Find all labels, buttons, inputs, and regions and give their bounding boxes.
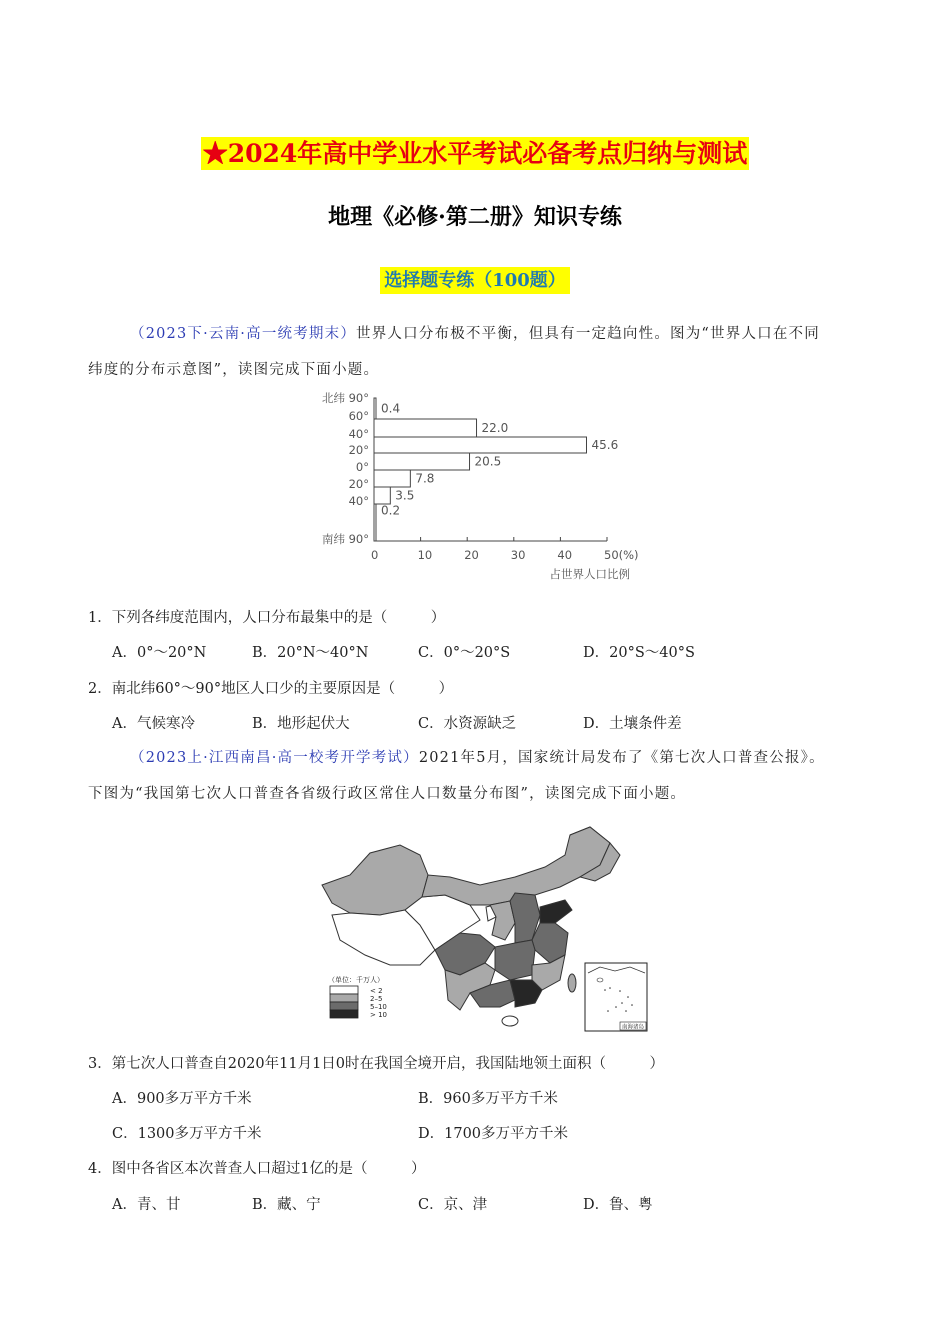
svg-text:60°: 60°: [348, 409, 369, 423]
svg-text:北纬 90°: 北纬 90°: [321, 391, 369, 405]
question-stem: 第七次人口普查自2020年11月1日0时在我国全境开启，我国陆地领土面积（ ）: [111, 1056, 665, 1072]
subtitle: 地理《必修·第二册》知识专练: [328, 204, 622, 230]
svg-text:占世界人口比例: 占世界人口比例: [549, 567, 630, 581]
question-stem: 南北纬60°～90°地区人口少的主要原因是（ ）: [111, 681, 454, 697]
question-stem: 下列各纬度范围内，人口分布最集中的是（ ）: [111, 610, 446, 626]
svg-text:40: 40: [557, 548, 573, 562]
svg-text:3.5: 3.5: [395, 488, 415, 503]
bar-chart-svg: [300, 388, 650, 588]
svg-text:0.4: 0.4: [381, 401, 401, 416]
question-3: [88, 1052, 664, 1073]
map-legend-title: （单位：千万人）: [328, 976, 384, 984]
svg-text:南海诸岛: 南海诸岛: [622, 1024, 645, 1031]
map-legend: [330, 986, 387, 1019]
option-a[interactable]: A．气候寒冷: [112, 716, 195, 732]
option-d[interactable]: D．土壤条件差: [583, 716, 682, 732]
group2-intro-line2: 下图为“我国第七次人口普查各省级行政区常住人口数量分布图”，读图完成下面小题。: [88, 786, 687, 802]
option-b[interactable]: B．20°N～40°N: [252, 645, 369, 661]
question-2: [88, 677, 453, 698]
question-number: 2．: [88, 681, 112, 697]
option-c[interactable]: C．水资源缺乏: [418, 716, 517, 732]
option-b[interactable]: B．藏、宁: [252, 1197, 321, 1213]
group1-intro-line2: 纬度的分布示意图”，读图完成下面小题。: [88, 362, 380, 378]
main-title-text: ★2024年高中学业水平考试必备考点归纳与测试: [202, 139, 748, 168]
chart-bar: [374, 470, 410, 487]
group2-intro-text1: 2021年5月，国家统计局发布了《第七次人口普查公报》。: [418, 750, 825, 766]
svg-text:0.2: 0.2: [381, 503, 401, 518]
group2-intro: [88, 740, 868, 812]
option-c[interactable]: C．1300多万平方千米: [112, 1126, 262, 1142]
svg-text:30: 30: [510, 548, 526, 562]
chart-bar: [374, 437, 586, 453]
question-stem: 图中各省区本次普查人口超过1亿的是（ ）: [111, 1161, 426, 1177]
option-d[interactable]: D．1700多万平方千米: [418, 1126, 569, 1142]
question-1: [88, 606, 445, 627]
svg-text:南纬 90°: 南纬 90°: [321, 532, 369, 546]
option-b[interactable]: B．地形起伏大: [252, 716, 350, 732]
question-number: 1．: [88, 610, 112, 626]
option-a[interactable]: A．0°～20°N: [112, 645, 207, 661]
chart-bar: [374, 419, 477, 437]
option-a[interactable]: A．900多万平方千米: [112, 1091, 252, 1107]
section-title: [0, 266, 950, 292]
svg-text:< 2: < 2: [370, 987, 383, 995]
question-4: [88, 1157, 425, 1178]
svg-text:20: 20: [464, 548, 479, 562]
svg-text:10: 10: [417, 548, 433, 562]
chart-bar: [374, 487, 390, 504]
option-b[interactable]: B．960多万平方千米: [418, 1091, 558, 1107]
group2-intro-line1: [88, 740, 868, 776]
chart-bar: [374, 453, 470, 470]
question-number: 3．: [88, 1056, 112, 1072]
svg-text:20°: 20°: [348, 443, 369, 457]
option-a[interactable]: A．青、甘: [112, 1197, 181, 1213]
svg-text:20°: 20°: [348, 477, 369, 491]
svg-text:7.8: 7.8: [415, 471, 435, 486]
china-population-map: [310, 815, 655, 1035]
svg-text:20.5: 20.5: [474, 454, 502, 469]
svg-text:45.6: 45.6: [591, 438, 619, 452]
svg-text:22.0: 22.0: [481, 421, 509, 435]
svg-text:5–10: 5–10: [370, 1003, 387, 1011]
group1-intro-line1: [88, 316, 868, 352]
option-d[interactable]: D．20°S～40°S: [583, 645, 695, 661]
svg-text:0: 0: [371, 548, 379, 562]
main-title: [0, 134, 950, 170]
group1-source: （2023下·云南·高一统考期末）: [130, 326, 357, 342]
svg-text:0°: 0°: [355, 460, 369, 474]
section-title-text: 选择题专练（100题）: [380, 267, 570, 294]
svg-text:50(%): 50(%): [604, 548, 639, 562]
svg-text:40°: 40°: [348, 494, 369, 508]
svg-text:2–5: 2–5: [370, 995, 383, 1003]
svg-text:40°: 40°: [348, 427, 369, 441]
group1-intro-text1: 世界人口分布极不平衡，但具有一定趋向性。图为“世界人口在不同: [356, 326, 820, 342]
svg-text:> 10: > 10: [370, 1011, 387, 1019]
south-china-sea-inset: [585, 963, 647, 1031]
group1-intro: [88, 316, 868, 388]
option-c[interactable]: C．京、津: [418, 1197, 488, 1213]
option-d[interactable]: D．鲁、粤: [583, 1197, 653, 1213]
group2-source: （2023上·江西南昌·高一校考开学考试）: [130, 750, 419, 766]
question-number: 4．: [88, 1161, 112, 1177]
map-svg: [310, 815, 655, 1035]
latitude-population-chart: [300, 388, 650, 588]
option-c[interactable]: C．0°～20°S: [418, 645, 511, 661]
